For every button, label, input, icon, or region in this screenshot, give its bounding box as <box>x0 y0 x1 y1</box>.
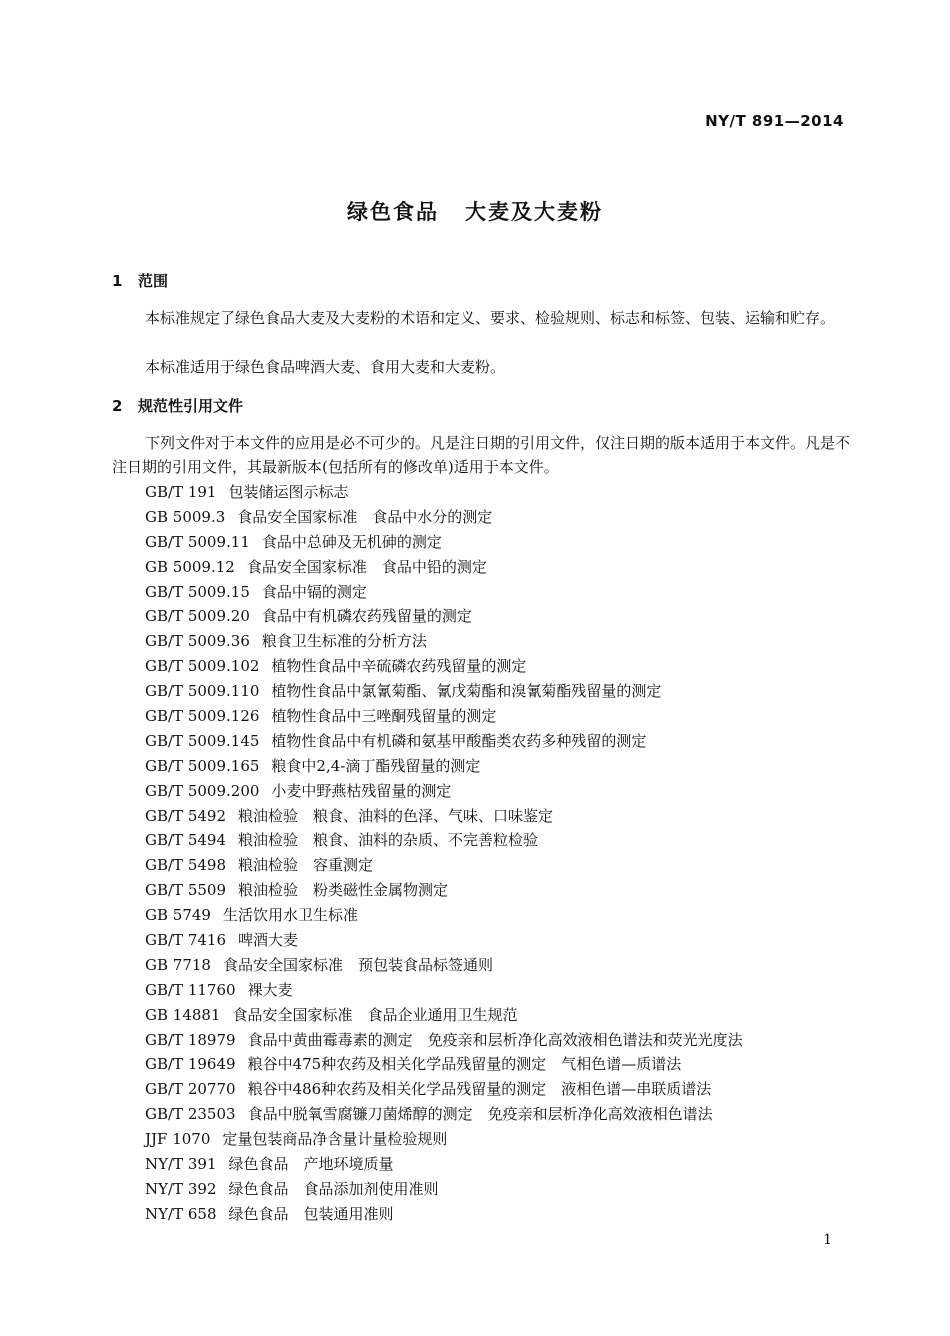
reference-title: 生活饮用水卫生标准 <box>222 906 358 925</box>
reference-code: GB/T 5009.200 <box>145 781 260 800</box>
title-part-2: 大麦及大麦粉 <box>465 200 603 224</box>
section-number: 2 <box>112 397 123 415</box>
reference-title: 食品中镉的测定 <box>261 582 367 601</box>
reference-item <box>145 1077 743 1102</box>
reference-code: GB/T 23503 <box>145 1105 236 1124</box>
reference-title: 粮油检验 粉类磁性金属物测定 <box>238 881 449 900</box>
reference-title: 食品中黄曲霉毒素的测定 免疫亲和层析净化高效液相色谱法和荧光光度法 <box>247 1030 743 1049</box>
reference-code: GB 14881 <box>145 1005 221 1024</box>
reference-title: 粮油检验 粮食、油料的杂质、不完善粒检验 <box>238 831 539 850</box>
standard-code: NY/T 891—2014 <box>705 112 844 130</box>
reference-item <box>145 903 743 928</box>
reference-title: 植物性食品中辛硫磷农药残留量的测定 <box>271 657 527 676</box>
reference-item <box>145 1202 743 1227</box>
reference-title: 食品中总砷及无机砷的测定 <box>261 532 442 551</box>
reference-code: GB/T 5009.36 <box>145 632 250 651</box>
reference-title: 绿色食品 产地环境质量 <box>228 1155 394 1174</box>
section-title: 规范性引用文件 <box>138 397 244 415</box>
reference-code: GB/T 5009.20 <box>145 607 250 626</box>
reference-title: 粮谷中486种农药及相关化学品残留量的测定 液相色谱—串联质谱法 <box>247 1080 712 1099</box>
reference-code: GB/T 5009.145 <box>145 731 260 750</box>
section-2-heading <box>112 395 243 416</box>
reference-title: 裸大麦 <box>247 980 293 999</box>
reference-item <box>145 679 743 704</box>
reference-code: GB/T 20770 <box>145 1080 236 1099</box>
section-number: 1 <box>112 272 123 290</box>
reference-title: 食品安全国家标准 食品中铅的测定 <box>246 557 487 576</box>
reference-title: 食品中有机磷农药残留量的测定 <box>261 607 472 626</box>
reference-item <box>145 1003 743 1028</box>
reference-title: 定量包装商品净含量计量检验规则 <box>222 1130 448 1149</box>
reference-item <box>145 1127 743 1152</box>
section-1-paragraph-2: 本标准适用于绿色食品啤酒大麦、食用大麦和大麦粉。 <box>145 358 506 376</box>
reference-item <box>145 654 743 679</box>
reference-code: GB/T 5494 <box>145 831 227 850</box>
reference-code: GB/T 191 <box>145 483 217 501</box>
reference-title: 啤酒大麦 <box>238 931 299 950</box>
reference-title: 植物性食品中有机磷和氨基甲酸酯类农药多种残留的测定 <box>271 731 647 750</box>
reference-title: 食品安全国家标准 预包装食品标签通则 <box>222 955 493 974</box>
reference-title: 粮油检验 容重测定 <box>238 856 374 875</box>
reference-title: 植物性食品中三唑酮残留量的测定 <box>271 707 497 726</box>
reference-title: 粮油检验 粮食、油料的色泽、气味、口味鉴定 <box>238 806 554 825</box>
reference-code: GB/T 5009.110 <box>145 682 260 701</box>
reference-code: GB 5749 <box>145 906 211 925</box>
reference-item <box>145 629 743 654</box>
reference-code: GB/T 19649 <box>145 1055 236 1074</box>
reference-item <box>145 704 743 729</box>
reference-code: GB/T 5009.126 <box>145 707 260 726</box>
reference-item <box>145 1102 743 1127</box>
reference-item <box>145 1052 743 1077</box>
reference-code: GB/T 5009.15 <box>145 582 250 601</box>
reference-item <box>145 878 743 903</box>
reference-item <box>145 779 743 804</box>
reference-code: GB/T 5509 <box>145 881 227 900</box>
reference-title: 植物性食品中氯氰菊酯、氰戊菊酯和溴氰菊酯残留量的测定 <box>271 682 662 701</box>
reference-item <box>145 1152 743 1177</box>
reference-item <box>145 480 743 505</box>
section-1-paragraph-1: 本标准规定了绿色食品大麦及大麦粉的术语和定义、要求、检验规则、标志和标签、包装、运输和贮存。 <box>145 309 836 327</box>
reference-code: GB/T 5492 <box>145 806 227 825</box>
reference-item <box>145 978 743 1003</box>
reference-item <box>145 928 743 953</box>
reference-title: 粮谷中475种农药及相关化学品残留量的测定 气相色谱—质谱法 <box>247 1055 682 1074</box>
reference-title: 绿色食品 食品添加剂使用准则 <box>228 1179 439 1198</box>
section-1-heading <box>112 270 168 291</box>
reference-code: GB 5009.3 <box>145 507 226 526</box>
reference-code: NY/T 658 <box>145 1204 217 1223</box>
reference-item <box>145 804 743 829</box>
reference-item <box>145 555 743 580</box>
reference-item <box>145 754 743 779</box>
document-title <box>0 196 950 226</box>
reference-title: 食品中脱氧雪腐镰刀菌烯醇的测定 免疫亲和层析净化高效液相色谱法 <box>247 1105 713 1124</box>
reference-item <box>145 828 743 853</box>
reference-code: NY/T 392 <box>145 1179 217 1198</box>
reference-item <box>145 853 743 878</box>
reference-item <box>145 505 743 530</box>
reference-title: 食品安全国家标准 食品企业通用卫生规范 <box>232 1005 518 1024</box>
reference-title: 小麦中野燕枯残留量的测定 <box>271 781 452 800</box>
reference-code: GB/T 7416 <box>145 931 227 950</box>
reference-item <box>145 729 743 754</box>
page-number: 1 <box>823 1232 832 1248</box>
title-part-1: 绿色食品 <box>347 200 439 224</box>
reference-code: JJF 1070 <box>145 1130 211 1149</box>
reference-code: GB/T 5009.11 <box>145 532 250 551</box>
reference-item <box>145 604 743 629</box>
reference-code: NY/T 391 <box>145 1155 217 1174</box>
reference-title: 粮食卫生标准的分析方法 <box>261 632 427 651</box>
reference-title: 包装储运图示标志 <box>228 483 349 501</box>
reference-title: 粮食中2,4-滴丁酯残留量的测定 <box>271 756 481 775</box>
reference-item <box>145 1177 743 1202</box>
reference-code: GB/T 11760 <box>145 980 236 999</box>
reference-code: GB/T 5009.165 <box>145 756 260 775</box>
reference-item <box>145 1028 743 1053</box>
reference-code: GB 5009.12 <box>145 557 235 576</box>
reference-code: GB/T 5498 <box>145 856 227 875</box>
reference-list <box>145 480 743 1227</box>
reference-code: GB/T 18979 <box>145 1030 236 1049</box>
reference-item <box>145 580 743 605</box>
reference-code: GB/T 5009.102 <box>145 657 260 676</box>
section-2-paragraph-1: 下列文件对于本文件的应用是必不可少的。凡是注日期的引用文件，仅注日期的版本适用于本文件。凡是不注日期的引用文件，其最新版本(包括所有的修改单)适用于本文件。 <box>112 434 851 476</box>
section-title: 范围 <box>138 272 169 290</box>
reference-item <box>145 530 743 555</box>
reference-title: 绿色食品 包装通用准则 <box>228 1204 394 1223</box>
reference-code: GB 7718 <box>145 955 211 974</box>
reference-title: 食品安全国家标准 食品中水分的测定 <box>237 507 493 526</box>
reference-item <box>145 953 743 978</box>
